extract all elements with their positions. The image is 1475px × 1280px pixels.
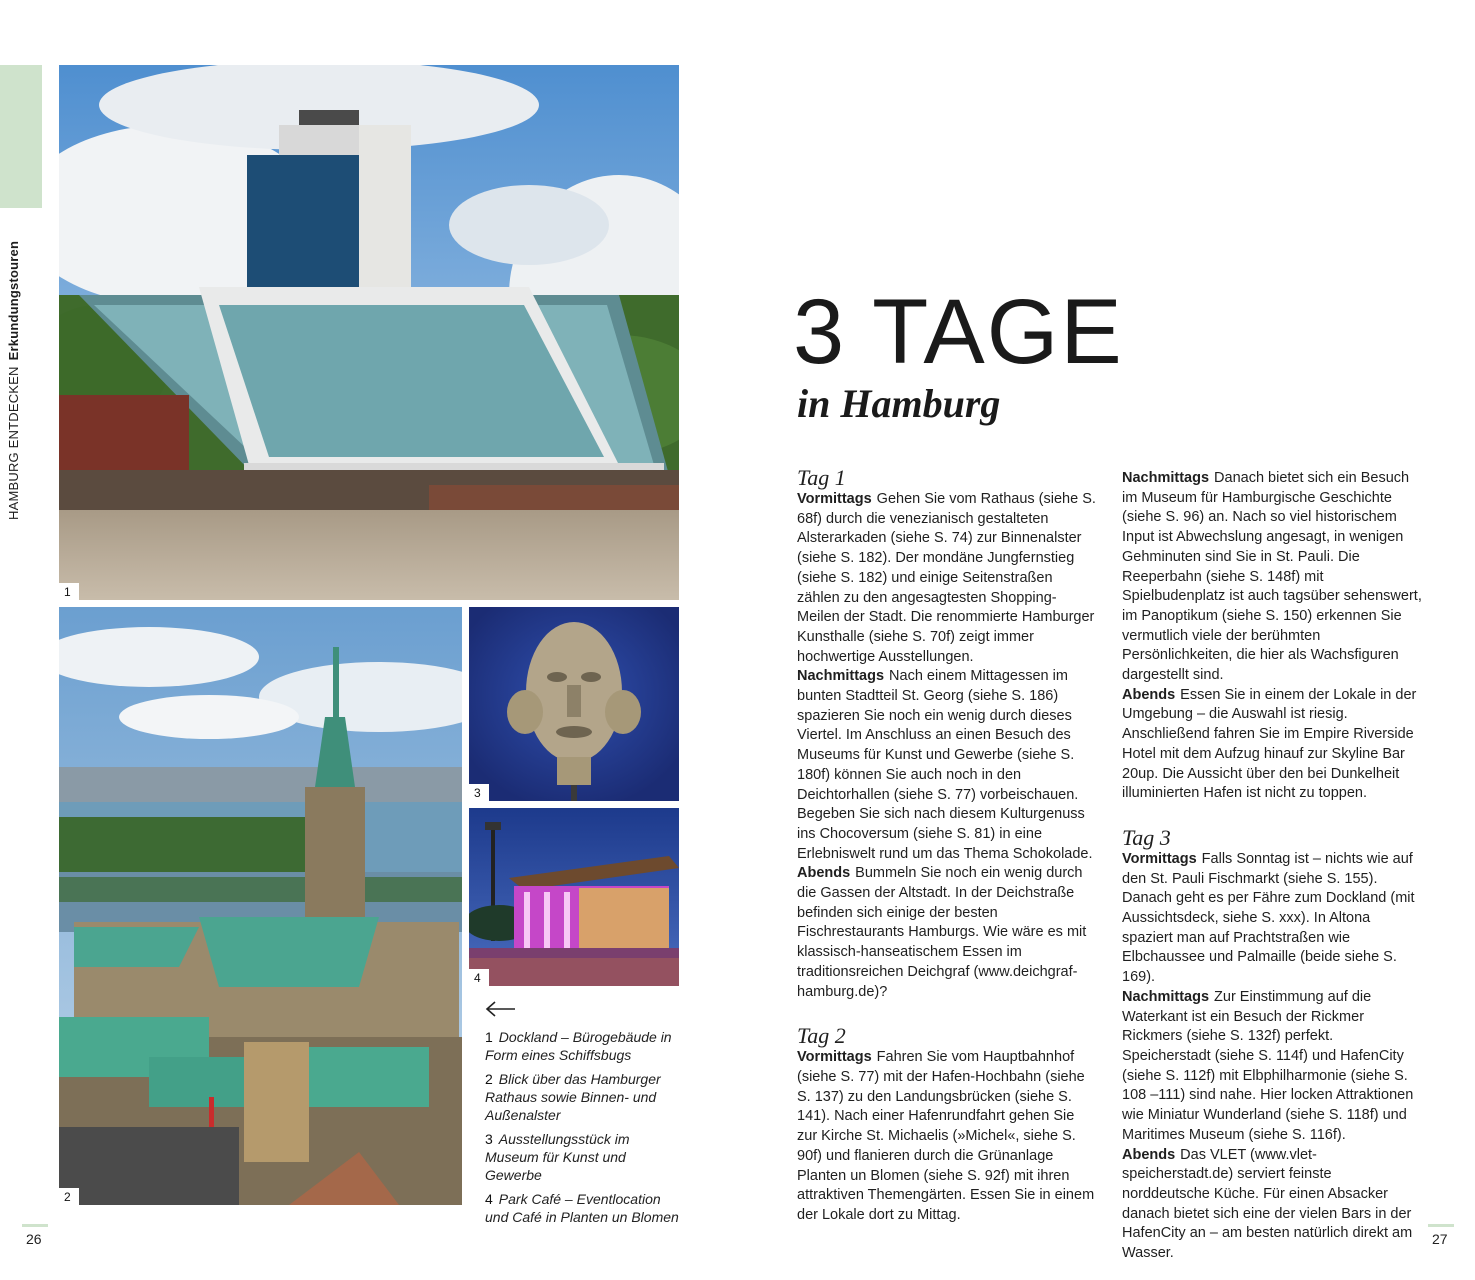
caption-item (485, 1130, 685, 1184)
time-label: Vormittags (1122, 850, 1197, 867)
caption-item (485, 1190, 685, 1226)
paragraph-evening (797, 864, 1097, 1002)
caption-number: 2 (485, 1071, 493, 1087)
caption-number: 1 (485, 1029, 493, 1045)
paragraph-text: Zur Einstimmung auf die Waterkant ist ein Besuch der Rickmer Rickmers (siehe S. 132f) perfekt. Speicherstadt (siehe S. 114f) und HafenCity (siehe S. 112f) mit Elbphilharmonie (siehe S. 108 –111) sind nahe. Hier locken Attraktionen wie Miniatur Wunderland (siehe S. 118f) und Maritimes Museum (siehe S. 116f). (1122, 988, 1414, 1143)
section-tab (0, 65, 42, 208)
page-subtitle: in Hamburg (797, 381, 1001, 426)
paragraph-afternoon (1122, 469, 1422, 686)
time-label: Vormittags (797, 491, 872, 507)
caption-text: Park Café – Eventlocation und Café in Planten un Blomen (485, 1191, 679, 1225)
time-label: Nachmittags (797, 668, 885, 685)
photo-number: 4 (469, 969, 489, 986)
day-heading: Tag 1 (797, 465, 846, 490)
page-number-rule (1428, 1224, 1454, 1227)
day-heading: Tag 2 (797, 1023, 846, 1049)
paragraph-morning (1122, 850, 1422, 988)
text-column-right (1122, 469, 1422, 1264)
photo-number: 1 (59, 583, 79, 600)
paragraph-text: Nach einem Mittagessen im bunten Stadtteil St. Georg (siehe S. 186) spazieren Sie noch ein wenig durch dieses Viertel. Im Anschluss an einen Besuch des Museums für Kunst und Gewerbe (siehe S. 180f) können Sie auch noch in den Deichtorhallen (siehe S. 77) vorbeischauen. Begeben Sie sich nach diesem Kulturgenuss ins Chocoversum (siehe S. 81) in eine Erlebniswelt rund um das Thema Schokolade. (797, 668, 1093, 862)
page-number-right: 27 (1432, 1231, 1448, 1247)
page-number-left: 26 (26, 1231, 42, 1247)
caption-text: Dockland – Bürogebäude in Form eines Schiffsbugs (485, 1029, 672, 1063)
caption-text: Blick über das Hamburger Rathaus sowie Binnen- und Außenalster (485, 1071, 661, 1123)
paragraph-text: Fahren Sie vom Hauptbahnhof (siehe S. 77) mit der Hafen-Hochbahn (siehe S. 137) zu den Landungsbrücken (siehe S. 141). Nach einer Hafenrundfahrt gehen Sie zur Kirche St. Michaelis (»Michel«, siehe S. 90f) und flanieren durch die Grünanlage Planten un Blomen (siehe S. 92f) mit ihren attraktiven Themengärten. Essen Sie in einem der Lokale dort zu Mittag. (797, 1049, 1095, 1223)
page-number-rule (22, 1224, 48, 1227)
caption-number: 4 (485, 1191, 493, 1207)
time-label: Nachmittags (1122, 988, 1210, 1005)
caption-text: Ausstellungsstück im Museum für Kunst und Gewerbe (485, 1131, 630, 1183)
photo-rathaus (59, 607, 462, 1205)
paragraph-text: Das VLET (www.vlet-speicherstadt.de) serviert feinste norddeutsche Küche. Für einen Absacker danach bietet sich eine der vielen Bars in der HafenCity an – am besten natürlich direkt am Wasser. (1122, 1146, 1413, 1262)
caption-number: 3 (485, 1131, 493, 1147)
section-label: HAMBURG ENTDECKEN (6, 366, 21, 520)
paragraph-evening (1122, 686, 1422, 804)
page-title: 3 TAGE (793, 281, 1124, 383)
photo-number: 3 (469, 784, 489, 801)
time-label: Abends (1122, 1146, 1176, 1163)
caption-item (485, 1070, 685, 1124)
paragraph-text: Falls Sonntag ist – nichts wie auf den St. Pauli Fischmarkt (siehe S. 155). Danach geht es per Fähre zum Dockland (mit Aussichtsdeck, siehe S. xxx). In Altona spaziert man auf Prachtstraßen wie Elbchaussee und Palmaille (beide siehe S. 169). (1122, 850, 1415, 986)
day-heading: Tag 3 (1122, 824, 1171, 850)
paragraph-text: Bummeln Sie noch ein wenig durch die Gassen der Altstadt. In der Deichstraße befinden sich einige der besten Fischrestaurants Hamburgs. Wie wäre es mit klassisch-hanseatischem Essen im traditionsreichen Deichgraf (www.deichgraf-hamburg.de)? (797, 865, 1087, 1000)
paragraph-evening (1122, 1146, 1422, 1264)
paragraph-text: Essen Sie in einem der Lokale in der Umgebung – die Auswahl ist riesig. Anschließend fahren Sie im Empire Riverside Hotel mit dem Aufzug hinauf zur Skyline Bar 20up. Die Aussicht über den bei Dunkelheit illuminierten Hafen ist nicht zu toppen. (1122, 686, 1417, 802)
paragraph-afternoon (1122, 988, 1422, 1146)
arrow-left-icon (485, 1000, 517, 1018)
paragraph-text: Gehen Sie vom Rathaus (siehe S. 68f) durch die venezianisch gestalteten Alsterarkaden (siehe S. 74) zur Binnenalster (siehe S. 182). Der mondäne Jungfernstieg (siehe S. 182) und einige Seitenstraßen zählen zu den angesagtesten Shopping-Meilen der Stadt. Die renommierte Hamburger Kunsthalle (siehe S. 70f) zeigt immer hochwertige Ausstellungen. (797, 491, 1096, 665)
photo-captions (485, 1028, 685, 1232)
photo-sculpture (469, 607, 679, 801)
photo-park-cafe (469, 808, 679, 986)
time-label: Abends (1122, 686, 1176, 703)
time-label: Vormittags (797, 1049, 872, 1066)
paragraph-morning (797, 490, 1097, 667)
photo-number: 2 (59, 1188, 79, 1205)
running-header (6, 241, 21, 520)
time-label: Abends (797, 865, 851, 882)
chapter-label: Erkundungstouren (6, 240, 21, 361)
paragraph-morning (797, 1048, 1097, 1225)
text-column-left (797, 466, 1097, 1226)
time-label: Nachmittags (1122, 470, 1210, 486)
paragraph-text: Danach bietet sich ein Besuch im Museum für Hamburgische Geschichte (siehe S. 96) an. Nach so viel historischem Input ist Abwechslung angesagt, in wenigen Gehminuten sind Sie in St. Pauli. Die Reeperbahn (siehe S. 148f) mit Spielbudenplatz ist auch tagsüber sehenswert, im Panoptikum (siehe S. 150) erkennen Sie vermutlich viele der berühmten Persönlichkeiten, die hier als Wachsfiguren dargestellt sind. (1122, 470, 1422, 684)
caption-item (485, 1028, 685, 1064)
paragraph-afternoon (797, 667, 1097, 864)
photo-dockland (59, 65, 679, 600)
